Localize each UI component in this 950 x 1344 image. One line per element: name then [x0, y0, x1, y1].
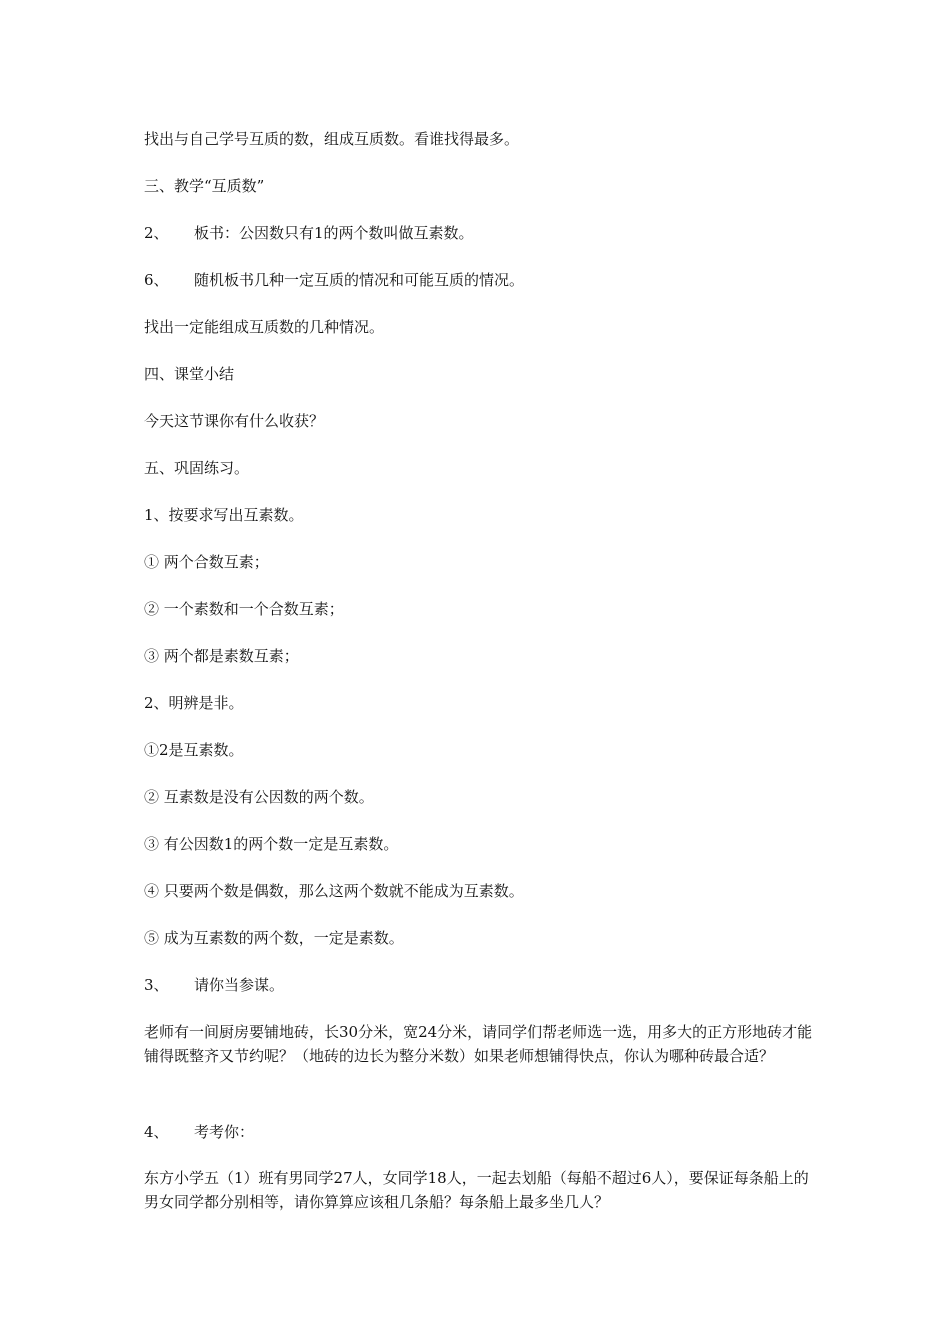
list-item: ① 两个合数互素； [144, 553, 269, 571]
item-number: 2、 [144, 224, 169, 242]
problem-paragraph: 东方小学五（1）班有男同学27人，女同学18人，一起去划船（每船不超过6人），要保证每条船上的男女同学都分别相等，请你算算应该租几条船？每条船上最多坐几人？ [144, 1169, 809, 1211]
item-text: 考考你： [194, 1123, 255, 1141]
list-item: ①2是互素数。 [144, 741, 244, 759]
item-number: 4、 [144, 1123, 169, 1141]
section-heading: 三、教学“互质数” [144, 177, 265, 195]
paragraph: 2、明辨是非。 [144, 694, 244, 712]
problem-paragraph: 老师有一间厨房要铺地砖，长30分米，宽24分米，请同学们帮老师选一选，用多大的正方形地砖才能铺得既整齐又节约呢？（地砖的边长为整分米数）如果老师想铺得快点，你认为哪种砖最合适？ [144, 1023, 813, 1065]
section-heading: 四、课堂小结 [144, 365, 235, 383]
item-text: 随机板书几种一定互质的情况和可能互质的情况。 [194, 271, 525, 289]
list-item: ③ 有公因数1的两个数一定是互素数。 [144, 835, 399, 853]
numbered-item [144, 221, 814, 245]
item-number: 6、 [144, 271, 169, 289]
item-text: 板书：公因数只有1的两个数叫做互素数。 [194, 224, 474, 242]
numbered-item [144, 268, 814, 292]
numbered-item [144, 973, 814, 997]
numbered-item [144, 1120, 814, 1144]
item-text: 请你当参谋。 [194, 976, 285, 994]
paragraph: 1、按要求写出互素数。 [144, 506, 304, 524]
list-item: ⑤ 成为互素数的两个数，一定是素数。 [144, 929, 404, 947]
paragraph: 今天这节课你有什么收获？ [144, 412, 325, 430]
paragraph: 找出一定能组成互质数的几种情况。 [144, 318, 385, 336]
paragraph: 找出与自己学号互质的数，组成互质数。看谁找得最多。 [144, 130, 520, 148]
list-item: ② 互素数是没有公因数的两个数。 [144, 788, 374, 806]
list-item: ② 一个素数和一个合数互素； [144, 600, 344, 618]
list-item: ③ 两个都是素数互素； [144, 647, 299, 665]
list-item: ④ 只要两个数是偶数，那么这两个数就不能成为互素数。 [144, 882, 524, 900]
section-heading: 五、巩固练习。 [144, 459, 250, 477]
item-number: 3、 [144, 976, 169, 994]
